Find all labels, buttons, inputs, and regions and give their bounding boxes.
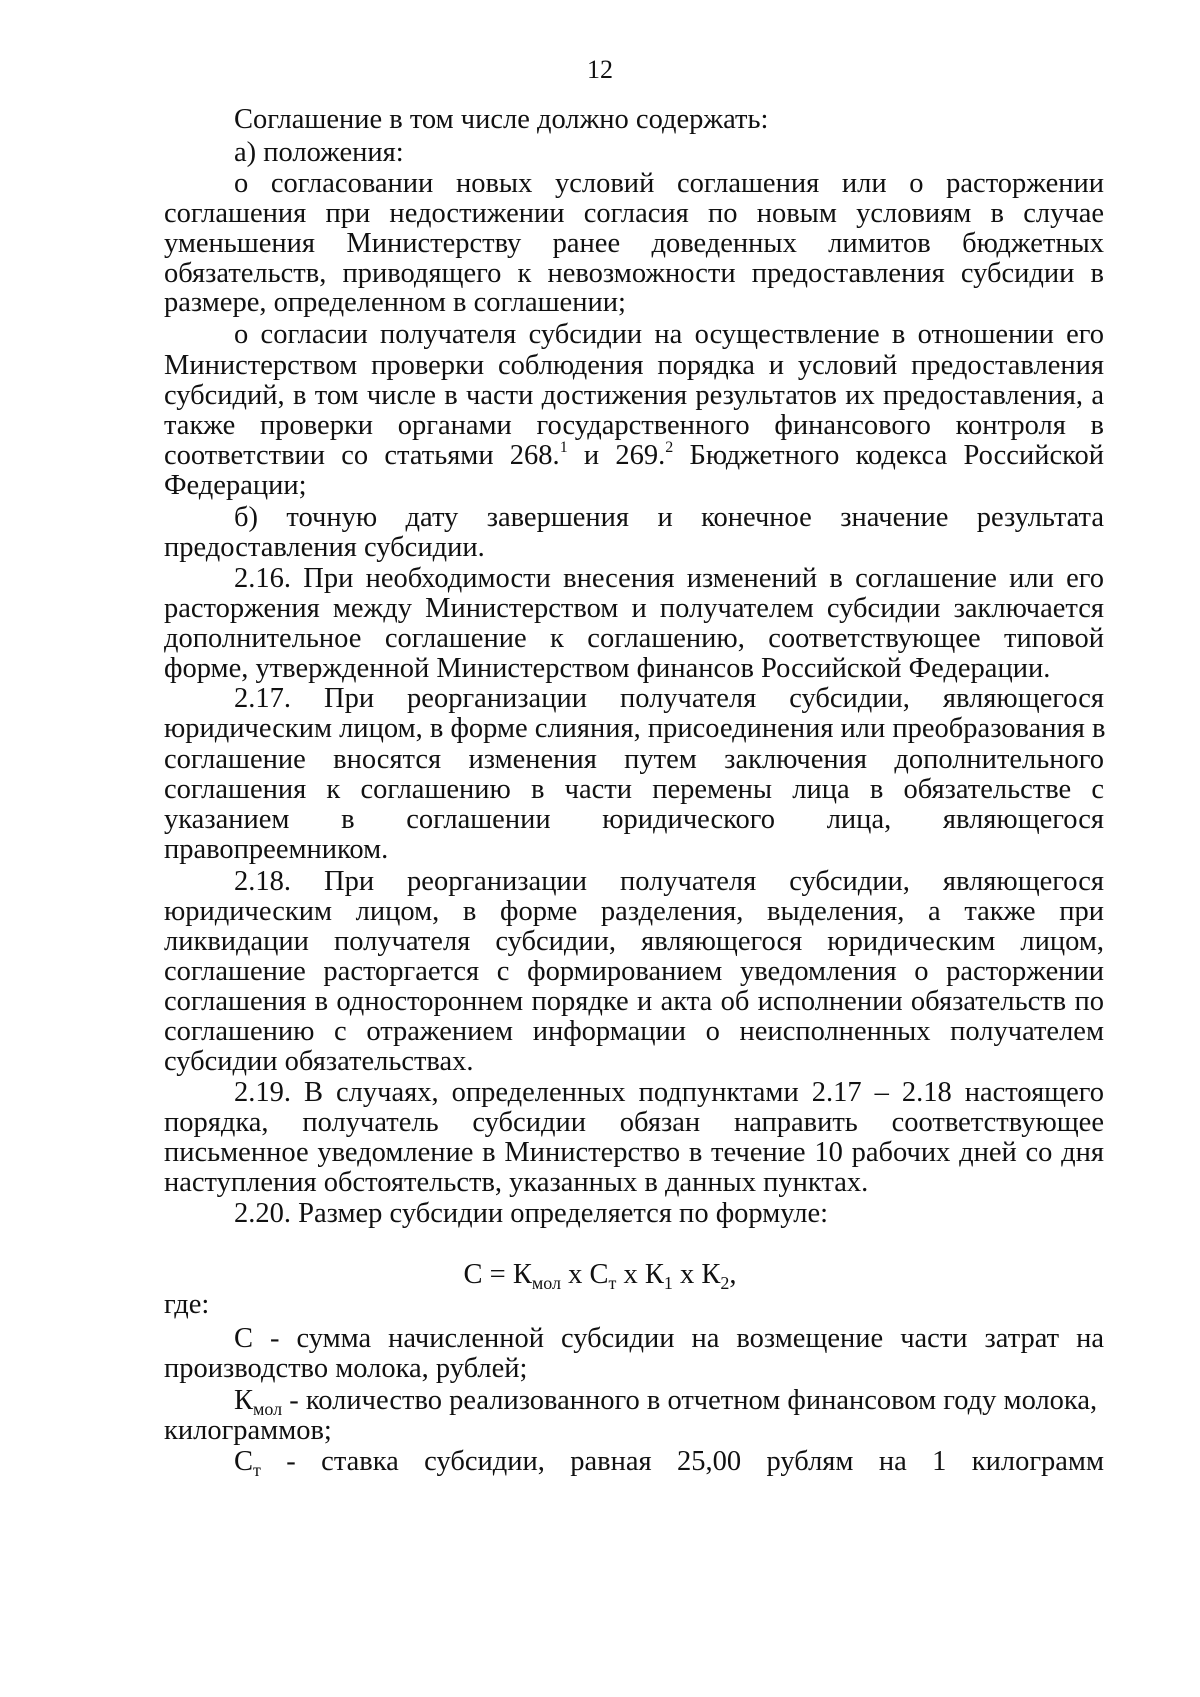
text-line: 2.18. При реорганизации получателя субсидии, являющегося bbox=[234, 866, 1104, 897]
text-line: правопреемником. bbox=[164, 834, 389, 865]
text-line: наступления обстоятельств, указанных в данных пунктах. bbox=[164, 1167, 869, 1198]
text-line: соответствии со статьями 268.$^1$ и 269.$^2$ Бюджетного кодекса Российской bbox=[164, 439, 1104, 471]
text-line: 2.20. Размер субсидии определяется по формуле: bbox=[234, 1198, 829, 1229]
text-line: указанием в соглашении юридического лица, являющегося bbox=[164, 804, 1104, 835]
text-line: предоставления субсидии. bbox=[164, 532, 485, 563]
text-line: производство молока, рублей; bbox=[164, 1353, 528, 1384]
text-line: соглашения в одностороннем порядке и акта об исполнении обязательств по bbox=[164, 986, 1104, 1017]
text-line: соглашения к соглашению в части перемены лица в обязательстве с bbox=[164, 774, 1104, 805]
text-line: юридическим лицом, в форме слияния, присоединения или преобразования в bbox=[164, 713, 1106, 744]
text-line: о согласии получателя субсидии на осуществление в отношении его bbox=[234, 319, 1104, 350]
text-line: $К_{мол}$ - количество реализованного в отчетном финансовом году молока, bbox=[234, 1385, 1098, 1419]
text-line: соглашению с отражением информации о неисполненных получателем bbox=[164, 1016, 1104, 1047]
text-line: размере, определенном в соглашении; bbox=[164, 287, 626, 318]
text-line: соглашение вносятся изменения путем заключения дополнительного bbox=[164, 744, 1104, 775]
text-line: письменное уведомление в Министерство в течение 10 рабочих дней со дня bbox=[164, 1137, 1104, 1168]
text-line: форме, утвержденной Министерством финансов Российской Федерации. bbox=[164, 653, 1051, 684]
page-number: 12 bbox=[587, 55, 613, 84]
text-line: субсидий, в том числе в части достижения результатов их предоставления, а bbox=[164, 380, 1104, 411]
text-line: соглашение расторгается с формированием уведомления о расторжении bbox=[164, 956, 1104, 987]
text-line: соглашения при недостижении согласия по новым условиям в случае bbox=[164, 198, 1104, 229]
text-line: С - сумма начисленной субсидии на возмещение части затрат на bbox=[234, 1323, 1104, 1354]
text-line: обязательств, приводящего к невозможности предоставления субсидии в bbox=[164, 258, 1104, 289]
text-line: килограммов; bbox=[164, 1415, 332, 1446]
text-line: б) точную дату завершения и конечное значение результата bbox=[234, 502, 1104, 533]
text-line: юридическим лицом, в форме разделения, выделения, а также при bbox=[164, 896, 1104, 927]
text-line: Федерации; bbox=[164, 470, 307, 501]
footnote-ref: 1 bbox=[559, 439, 568, 456]
text-line: 2.17. При реорганизации получателя субсидии, являющегося bbox=[234, 683, 1104, 714]
text-line: Соглашение в том числе должно содержать: bbox=[234, 104, 769, 135]
text-line: порядка, получатель субсидии обязан направить соответствующее bbox=[164, 1107, 1104, 1138]
text-line: 2.19. В случаях, определенных подпунктами 2.17 – 2.18 настоящего bbox=[234, 1077, 1104, 1108]
text-line: ликвидации получателя субсидии, являющегося юридическим лицом, bbox=[164, 926, 1104, 957]
text-line: уменьшения Министерству ранее доведенных лимитов бюджетных bbox=[164, 228, 1104, 259]
text-line: а) положения: bbox=[234, 137, 404, 168]
text-line: где: bbox=[164, 1289, 210, 1320]
text-line: $С_т$ - ставка субсидии, равная 25,00 рублям на 1 килограмм bbox=[234, 1446, 1104, 1480]
text-line: дополнительное соглашение к соглашению, соответствующее типовой bbox=[164, 623, 1104, 654]
footnote-ref: 2 bbox=[665, 439, 674, 456]
text-line: также проверки органами государственного финансового контроля в bbox=[164, 410, 1104, 441]
text-line: расторжения между Министерством и получателем субсидии заключается bbox=[164, 593, 1104, 624]
text-line: 2.16. При необходимости внесения изменений в соглашение или его bbox=[234, 563, 1104, 594]
text-line: о согласовании новых условий соглашения или о расторжении bbox=[234, 168, 1104, 199]
formula: $С = К_{мол}$ х $С_т$ х $К_1$ х $К_2$, bbox=[463, 1259, 737, 1293]
text-line: Министерством проверки соблюдения порядка и условий предоставления bbox=[164, 350, 1104, 381]
text-line: субсидии обязательствах. bbox=[164, 1046, 474, 1077]
